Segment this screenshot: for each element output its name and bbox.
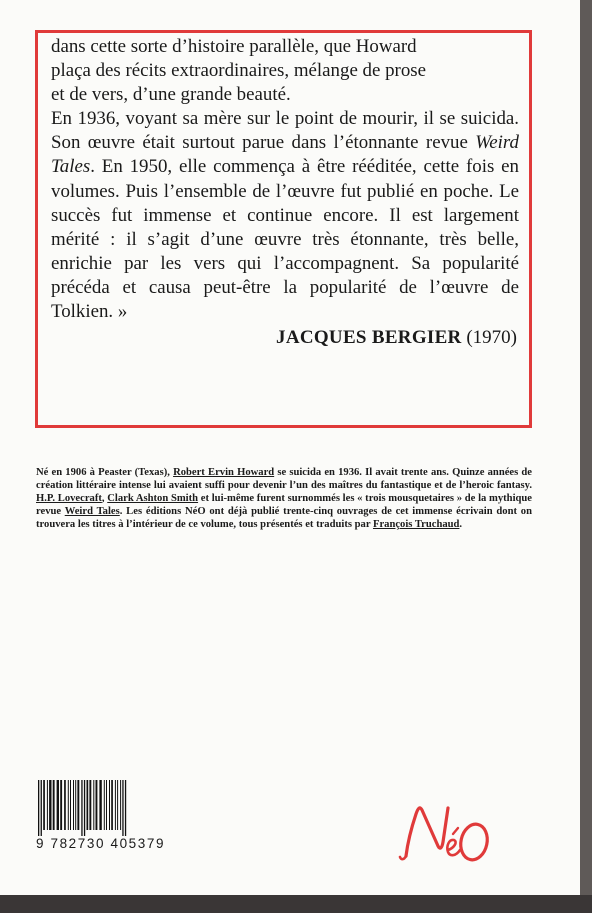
quote-magazine-title: Weird Tales [51,132,519,178]
barcode-bar [60,780,62,830]
bio-text: . [459,519,463,531]
barcode-bar [117,780,118,830]
barcode-bar [93,780,94,830]
barcode-bar [115,780,116,830]
bio-name-truchaud: François Truchaud [372,519,460,531]
barcode-bar [111,780,113,830]
barcode-bar [81,780,82,836]
barcode-bar [41,780,42,836]
barcode-bar [104,780,105,830]
page-edge-shadow [580,0,592,913]
barcode-bar [96,780,98,830]
quote-signature [51,326,519,350]
bio-text: Né en 1906 à Peaster (Texas), [36,467,174,478]
barcode-bar [125,780,126,836]
barcode-bar [99,780,101,830]
barcode-bar [68,780,69,830]
quote-line: dans cette sorte d’histoire parallèle, que Howard [51,36,417,57]
barcode-bar [122,780,123,836]
bio-text: . Les éditions NéO ont déjà publié trente-cinq ouvrages de cet immense écrivain dont on trouvera les titres à l’intérieur de ce volume, tous présentés et traduits par [36,506,532,531]
quote-author: JACQUES BERGIER [276,327,462,349]
barcode-bars [36,780,166,836]
barcode-bar [75,780,76,830]
quote-line: et de vers, d’une grande beauté. [51,84,291,106]
barcode-bar [77,780,79,830]
barcode-bar [43,780,45,830]
barcode-bar [47,780,48,830]
bio-text: , [101,493,108,505]
bio-text: et lui-même furent surnommés les « trois mousquetaires » de la mythique revue [36,493,532,518]
barcode-bar [53,780,55,830]
barcode-bar [38,780,39,836]
barcode-bar [70,780,71,830]
author-bio [36,466,532,531]
barcode-bar [57,780,59,830]
bio-name-smith: Clark Ashton Smith [107,493,199,505]
bottom-edge-shadow [0,895,592,913]
quote-text: En 1936, voyant sa mère sur le point de mourir, il se suicida. Son œuvre était surtout parue dans l’étonnante revue [51,108,519,154]
barcode-bar [106,780,107,830]
barcode-bar [120,780,121,830]
quote-paragraph [51,107,519,324]
bio-magazine: Weird Tales [64,506,120,518]
bio-name-howard: Robert Ervin Howard [173,467,275,478]
barcode-bar [84,780,85,836]
quote-line: plaça des récits extraordinaires, mélange de prose [51,60,427,82]
barcode-bar [49,780,51,830]
isbn-number: 9 782730 405379 [36,836,166,851]
bio-name-lovecraft: H.P. Lovecraft [36,493,102,505]
neo-logo [398,790,498,870]
barcode-bar [64,780,66,830]
quote-box [35,30,532,428]
quote-text: . En 1950, elle commença à être rééditée, cette fois en volumes. Puis l’ensemble de l’œuvre fut publié en poche. Le succès fut immense et continue encore. Il est largement mérité : il s’agit d’une œuvre très étonnante, très belle, enrichie par les vers qui l’accompagnent. Sa popularité précéda et causa peut-être la popularité de l’œuvre de Tolkien. » [51,156,519,323]
bio-text: se suicida en 1936. Il avait trente ans. Quinze années de création littéraire intense lui avaient suffi pour devenir l’un des maîtres du fantastique et de l’heroic fantasy. [36,467,533,492]
barcode-bar [89,780,91,830]
quote-year: (1970) [466,327,517,349]
barcode-bar [109,780,110,830]
barcode-bar [73,780,74,830]
barcode-bar [87,780,89,830]
